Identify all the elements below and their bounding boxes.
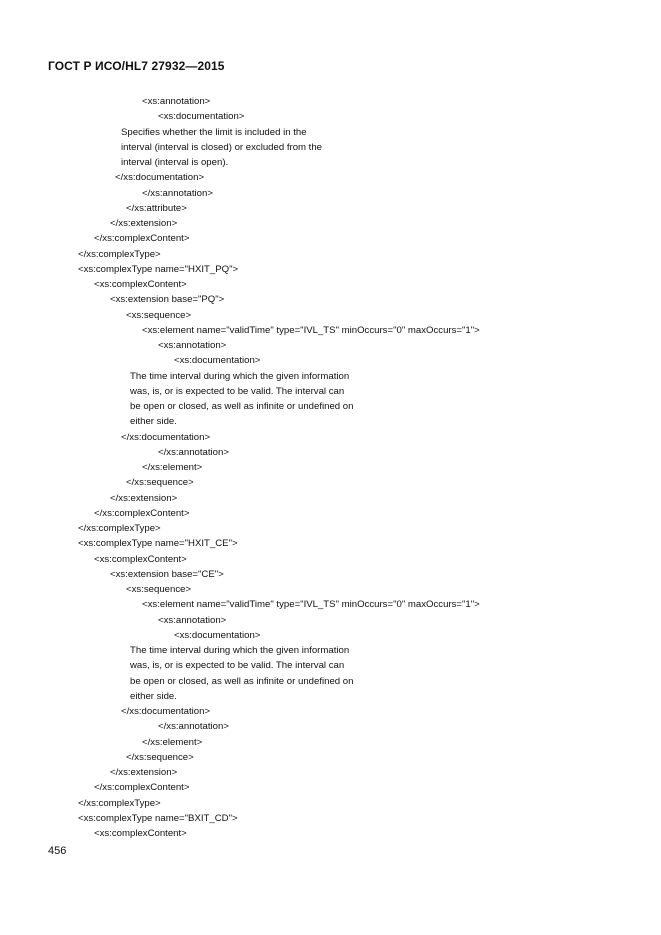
code-line: </xs:complexContent> [94, 507, 190, 519]
code-line: <xs:annotation> [158, 614, 227, 626]
code-line: Specifies whether the limit is included in the [121, 126, 307, 138]
code-line: <xs:complexType name="HXIT_CE"> [78, 538, 238, 550]
code-line: </xs:documentation> [121, 706, 211, 717]
code-line: </xs:extension> [110, 218, 178, 229]
code-line: <xs:documentation> [174, 629, 261, 641]
code-line: <xs:complexType name="BXIT_CD"> [78, 812, 238, 824]
code-line: </xs:extension> [110, 492, 178, 504]
code-line: be open or closed, as well as infinite or undefined on [130, 675, 354, 687]
code-line: <xs:element name="validTime" type="IVL_TS" minOccurs="0" maxOccurs="1"> [142, 324, 480, 336]
code-line: <xs:sequence> [126, 584, 192, 595]
xml-code-listing [0, 94, 480, 841]
code-line: <xs:documentation> [174, 355, 261, 367]
code-line: </xs:annotation> [142, 187, 213, 199]
code-line: interval (interval is open). [121, 157, 229, 168]
code-line: <xs:complexContent> [94, 828, 187, 839]
code-line: </xs:documentation> [115, 172, 205, 184]
code-line: </xs:complexType> [78, 248, 161, 260]
code-line: <xs:annotation> [158, 340, 227, 351]
code-line: was, is, or is expected to be valid. The interval can [130, 385, 345, 397]
code-line: </xs:element> [142, 462, 203, 473]
code-line: </xs:sequence> [126, 477, 194, 489]
code-line: </xs:annotation> [158, 721, 229, 733]
code-line: <xs:documentation> [158, 111, 245, 123]
code-line: </xs:attribute> [126, 202, 187, 214]
code-line: <xs:complexContent> [94, 553, 187, 565]
code-line: interval (interval is closed) or excluded from the [121, 141, 323, 153]
code-line: <xs:complexType name="HXIT_PQ"> [78, 263, 239, 275]
code-line: either side. [130, 416, 177, 428]
code-line: </xs:sequence> [126, 751, 194, 763]
code-line: be open or closed, as well as infinite or undefined on [130, 401, 354, 412]
code-line: <xs:extension base="PQ"> [110, 294, 225, 306]
code-line: <xs:annotation> [142, 96, 211, 107]
code-line: was, is, or is expected to be valid. The interval can [130, 660, 345, 672]
code-line: either side. [130, 690, 177, 702]
code-line: <xs:sequence> [126, 309, 192, 321]
code-line: </xs:complexContent> [94, 782, 190, 794]
code-line: <xs:complexContent> [94, 279, 187, 290]
code-line: </xs:annotation> [158, 446, 229, 458]
code-line: <xs:extension base="CE"> [110, 568, 224, 580]
code-line: </xs:complexType> [78, 523, 161, 534]
code-line: </xs:extension> [110, 767, 178, 778]
code-line: The time interval during which the given information [130, 370, 350, 382]
code-line: </xs:complexContent> [94, 233, 190, 245]
code-line: The time interval during which the given information [130, 645, 350, 656]
code-line: </xs:element> [142, 736, 203, 748]
code-line: </xs:complexType> [78, 797, 161, 809]
code-line: </xs:documentation> [121, 431, 211, 443]
page-number: 456 [48, 845, 67, 857]
page-header-title: ГОСТ Р ИСО/HL7 27932—2015 [48, 59, 225, 73]
code-line: <xs:element name="validTime" type="IVL_TS" minOccurs="0" maxOccurs="1"> [142, 599, 480, 611]
